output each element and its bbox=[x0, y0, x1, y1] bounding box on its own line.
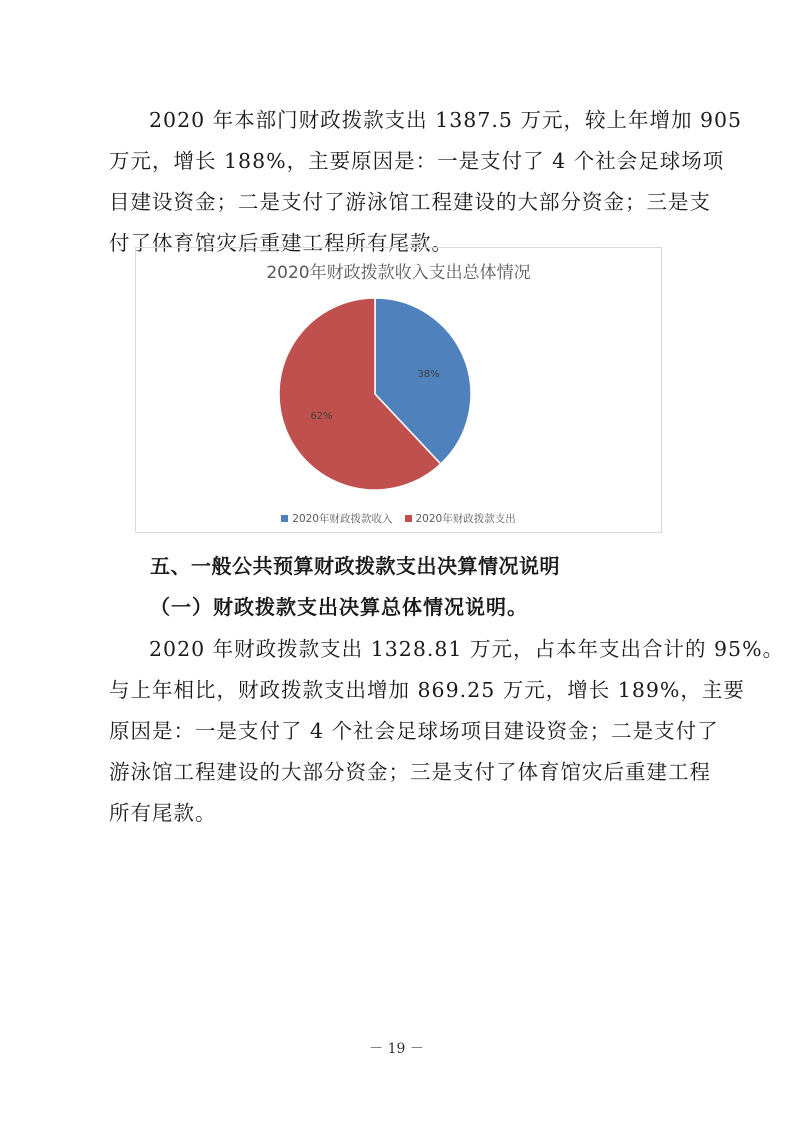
paragraph-line: 付了体育馆灾后重建工程所有尾款。 bbox=[109, 231, 453, 255]
paragraph-line: 2020 年财政拨款支出 1328.81 万元，占本年支出合计的 95%。 bbox=[149, 637, 785, 661]
paragraph-expenditure-summary bbox=[109, 100, 743, 264]
legend-label-income: 2020年财政拨款收入 bbox=[292, 513, 393, 525]
paragraph-line: 游泳馆工程建设的大部分资金；三是支付了体育馆灾后重建工程 bbox=[109, 760, 711, 784]
legend-item-income bbox=[281, 511, 392, 526]
legend-swatch-income bbox=[281, 515, 288, 522]
paragraph-line: 万元，增长 188%，主要原因是：一是支付了 4 个社会足球场项 bbox=[109, 149, 725, 173]
pie-label-income: 38% bbox=[417, 368, 440, 380]
pie-chart-container bbox=[135, 247, 662, 533]
chart-legend bbox=[136, 511, 661, 526]
paragraph-line: 目建设资金；二是支付了游泳馆工程建设的大部分资金；三是支 bbox=[109, 190, 711, 214]
legend-label-expense: 2020年财政拨款支出 bbox=[415, 513, 516, 525]
paragraph-expenditure-detail bbox=[109, 629, 785, 834]
paragraph-line: 与上年相比，财政拨款支出增加 869.25 万元，增长 189%，主要 bbox=[109, 678, 745, 702]
section-heading: 五、一般公共预算财政拨款支出决算情况说明 bbox=[150, 554, 560, 578]
subsection-heading: （一）财政拨款支出决算总体情况说明。 bbox=[150, 595, 528, 619]
legend-swatch-expense bbox=[405, 515, 412, 522]
page-number: － 19 － bbox=[369, 1041, 424, 1057]
legend-item-expense bbox=[405, 511, 516, 526]
paragraph-line: 所有尾款。 bbox=[109, 801, 217, 825]
paragraph-line: 原因是：一是支付了 4 个社会足球场项目建设资金；二是支付了 bbox=[109, 719, 719, 743]
pie-label-expense: 62% bbox=[310, 411, 333, 423]
chart-title: 2020年财政拨款收入支出总体情况 bbox=[266, 263, 531, 283]
paragraph-line: 2020 年本部门财政拨款支出 1387.5 万元，较上年增加 905 bbox=[149, 108, 743, 132]
pie-chart bbox=[136, 248, 663, 534]
